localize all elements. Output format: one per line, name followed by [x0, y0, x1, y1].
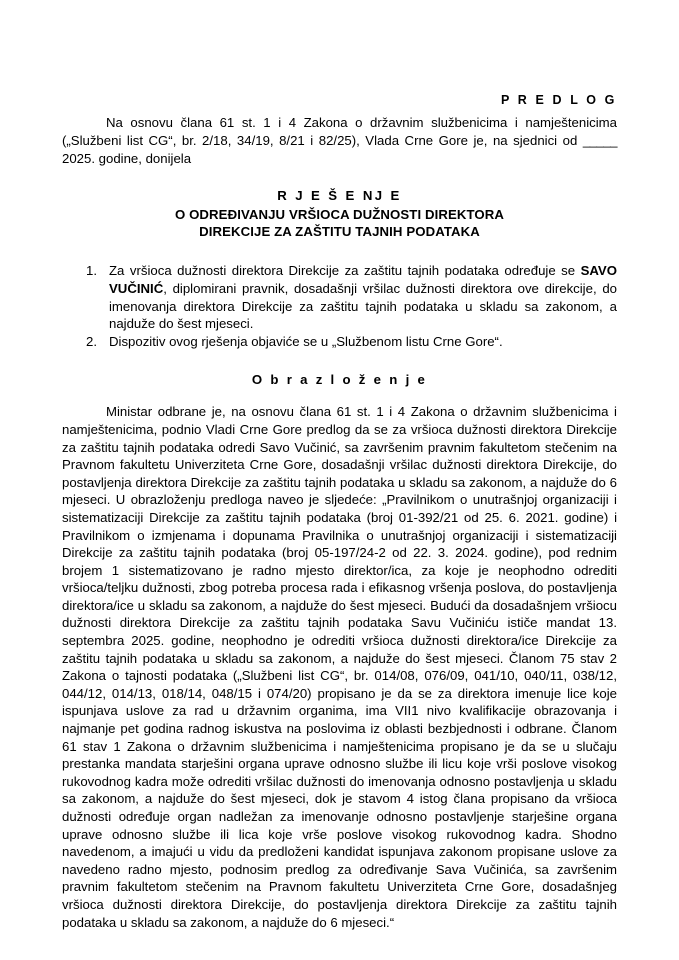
reasoning-body-paragraph: Ministar odbrane je, na osnovu člana 61 st. 1 i 4 Zakona o državnim službenicima i namještenicima, podnio Vladi Crne Gore predlog da se za vršioca dužnosti direktora Direkcije za zaštitu tajnih podataka odredi Savo Vučinić, sa završenim pravnim fakultetom stečenim na Pravnom fakultetu Univerziteta Crne Gore, dosadašnji vršilac dužnosti direktora Direkcije, do postavljenja direktora Direkcije za zaštitu tajnih podataka u skladu sa zakonom, a najduže do 6 mjeseci. U obrazloženju predloga naveo je sljedeće: „Pravilnikom o unutrašnjoj organizaciji i sistematizaciji Direkcije za zaštitu tajnih podataka (broj 01-392/21 od 25. 6. 2021. godine) i Pravilnikom o izmjenama i dopunama Pravilnika o unutrašnjoj organizaciji i sistematizaciji Direkcije za zaštitu tajnih podataka (broj 05-197/24-2 od 22. 3. 2024. godine), pod rednim brojem 1 sistematizovano je radno mjesto direktor/ica, za koje je neophodno odrediti vršioca/teljku dužnosti, zbog potreba procesa rada i efikasnog vršenja poslova, do postavljenja direktora/ice u skladu sa zakonom, a najduže do šest mjeseci. Budući da dosadašnjem vršiocu dužnosti direktora Direkcije za zaštitu tajnih podataka Savu Vučiniću ističe mandat 13. septembra 2025. godine, neophodno je odrediti vršioca dužnosti direktora/ice Direkcije za zaštitu tajnih podataka u skladu sa zakonom, a najduže do šest mjeseci. Članom 75 stav 2 Zakona o tajnosti podataka („Službeni list CG“, br. 014/08, 076/09, 041/10, 040/11, 038/12, 044/12, 014/13, 018/14, 048/15 i 074/20) propisano je da se za direktora imenuje lice koje ispunjava uslove za rad u državnim organima, ima VII1 nivo kvalifikacije obrazovanja i najmanje pet godina radnog iskustva na poslovima iz oblasti bezbjednosti i odbrane. Članom 61 stav 1 Zakona o državnim službenicima i namještenicima propisano je da se u slučaju prestanka mandata starješini organa uprave odnosno službe ili licu koje vrši poslove visokog rukovodnog kadra može odrediti vršilac dužnosti do imenovanja odnosno postavljenja u skladu sa zakonom, a najduže do šest mjeseci, dok je stavom 4 istog člana propisano da vršioca dužnosti određuje organ nadležan za imenovanje odnosno postavljenje starješine organa uprave odnosno službe ili lica koje vrše poslove visokog rukovodnog kadra. Shodno navedenom, a imajući u vidu da predloženi kandidat ispunjava zakonom propisane uslove za navedeno radno mjesto, podnosim predlog za određivanje Sava Vučinića, sa završenim pravnim fakultetom stečenim na Pravnom fakultetu Univerziteta Crne Gore, dosadašnjeg vršioca dužnosti direktora Direkcije, do postavljenja direktora Direkcije za zaštitu tajnih podataka u skladu sa zakonom, a najduže do 6 mjeseci.“	[62, 404, 617, 930]
title-line-decision-type: R J E Š E NJ E	[277, 188, 402, 204]
preamble-text-before-blank: Na osnovu člana 61 st. 1 i 4 Zakona o državnim službenicima i namještenicima („Službeni list CG“, br. 2/18, 34/19, 8/21 i 82/25), Vlada Crne Gore je, na sjednici od	[62, 115, 617, 148]
decisions-list	[62, 262, 617, 350]
list-item	[62, 262, 617, 332]
title-line-organization: DIREKCIJE ZA ZAŠTITU TAJNIH PODATAKA	[199, 223, 480, 239]
title-line-subject: O ODREĐIVANJU VRŠIOCA DUŽNOSTI DIREKTORA	[174, 206, 505, 222]
list-item-text-part2: , diplomirani pravnik, dosadašnji vršilac dužnosti direktora ove direkcije, do imenovanja direktora Direkcije za zaštitu tajnih podataka u skladu sa zakonom, a najduže do šest mjeseci.	[109, 280, 617, 332]
list-item-text-part1: Dispozitiv ovog rješenja objaviće se u „Službenom listu Crne Gore“.	[109, 333, 503, 349]
reasoning-heading: O b r a z l o ž e n j e	[251, 372, 428, 388]
document-title	[62, 187, 617, 240]
preamble-paragraph	[62, 114, 617, 167]
document-status-label: P R E D L O G	[501, 93, 617, 107]
list-item	[62, 333, 617, 351]
date-blank-field: _____	[582, 132, 617, 148]
list-item-number: 1.	[86, 263, 97, 279]
appointee-name: SAVO VUČINIĆ	[109, 263, 617, 296]
preamble-text-after-blank: 2025. godine, donijela	[62, 150, 192, 166]
list-item-number: 2.	[86, 333, 97, 349]
list-item-text-part1: Za vršioca dužnosti direktora Direkcije za zaštitu tajnih podataka određuje se	[109, 263, 581, 279]
